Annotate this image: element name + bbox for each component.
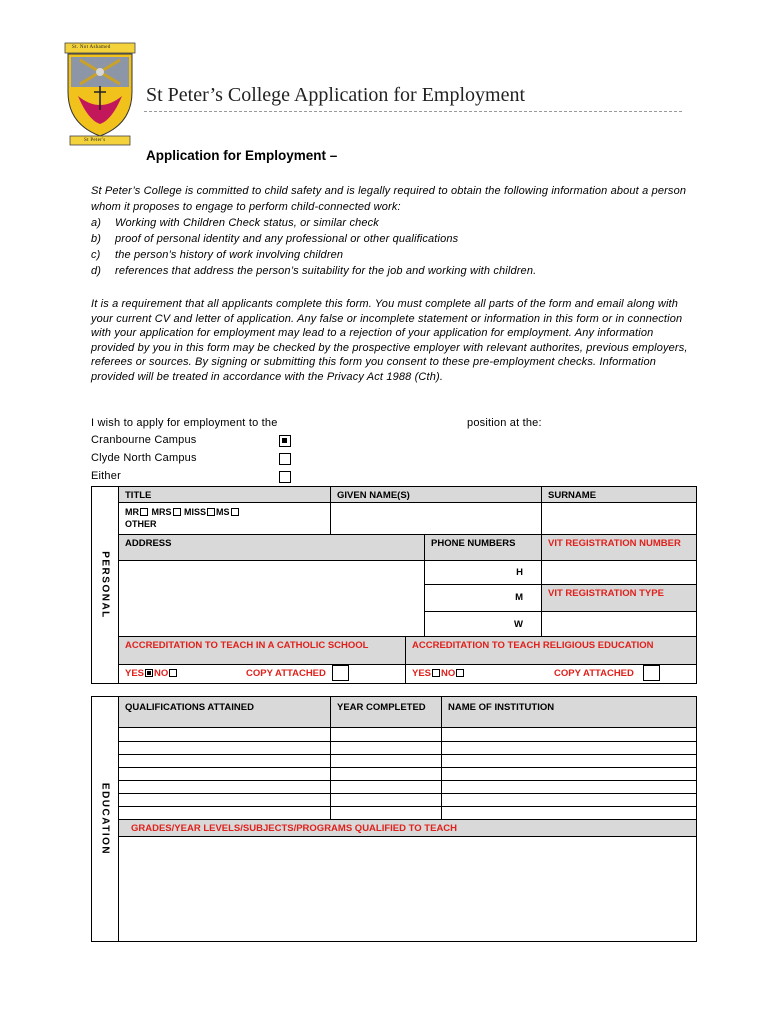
- table-row[interactable]: [119, 793, 696, 794]
- personal-section: [91, 486, 697, 684]
- list-item: d) references that address the person’s suitability for the job and working with children.: [91, 265, 537, 277]
- crest-scroll: St Peter's: [84, 138, 106, 143]
- list-item: a) Working with Children Check status, or similar check: [91, 217, 379, 229]
- religious-yes-no: YES NO: [405, 665, 696, 683]
- title-options: MR MRS MISS MS OTHER: [119, 503, 330, 535]
- grades-field[interactable]: [119, 837, 696, 941]
- page-subtitle: Application for Employment –: [146, 148, 338, 163]
- qualifications-header: QUALIFICATIONS ATTAINED: [119, 697, 330, 728]
- list-item: b) proof of personal identity and any professional or other qualifications: [91, 233, 459, 245]
- campus-checkbox-cranbourne[interactable]: [279, 435, 291, 447]
- title-ms-checkbox[interactable]: [231, 508, 239, 516]
- education-section: [91, 696, 697, 942]
- religious-no-checkbox[interactable]: [456, 669, 464, 677]
- personal-side-label: PERSONAL: [99, 551, 111, 619]
- crest-shield-icon: [62, 40, 138, 148]
- personal-side-tab: [92, 487, 119, 683]
- vit-type-header: VIT REGISTRATION TYPE: [541, 585, 696, 612]
- surname-field[interactable]: [541, 503, 696, 535]
- surname-header: SURNAME: [541, 487, 696, 503]
- accreditation-catholic-header: ACCREDITATION TO TEACH IN A CATHOLIC SCHOOL: [119, 637, 405, 665]
- catholic-no-checkbox[interactable]: [169, 669, 177, 677]
- phone-header: PHONE NUMBERS: [424, 535, 541, 561]
- campus-label-either: Either: [91, 470, 121, 482]
- position-label: position at the:: [467, 417, 542, 429]
- phone-mobile-field[interactable]: M: [424, 585, 541, 612]
- phone-home-field[interactable]: H: [424, 561, 541, 585]
- education-side-tab: [92, 697, 119, 941]
- campus-label-clyde-north: Clyde North Campus: [91, 452, 197, 464]
- accreditation-religious-header: ACCREDITATION TO TEACH RELIGIOUS EDUCATION: [405, 637, 696, 665]
- college-crest: [62, 40, 138, 148]
- title-divider: [144, 111, 682, 112]
- requirements-list: [91, 215, 691, 279]
- campus-label-cranbourne: Cranbourne Campus: [91, 434, 197, 446]
- title-mrs-checkbox[interactable]: [173, 508, 181, 516]
- campus-checkbox-clyde-north[interactable]: [279, 453, 291, 465]
- phone-work-field[interactable]: W: [424, 612, 541, 637]
- vit-number-header: VIT REGISTRATION NUMBER: [541, 535, 696, 561]
- document-title: St Peter’s College Application for Employment: [146, 84, 526, 106]
- table-row[interactable]: [119, 754, 696, 755]
- institution-header: NAME OF INSTITUTION: [441, 697, 696, 728]
- given-name-header: GIVEN NAME(S): [330, 487, 541, 503]
- apply-prompt: I wish to apply for employment to the: [91, 417, 278, 429]
- year-completed-header: YEAR COMPLETED: [330, 697, 441, 728]
- catholic-copy-attached-checkbox[interactable]: [332, 665, 349, 681]
- vit-number-field[interactable]: [541, 561, 696, 585]
- catholic-yes-no: YES NO: [119, 665, 405, 683]
- table-row[interactable]: [119, 767, 696, 768]
- list-item: c) the person’s history of work involving children: [91, 249, 344, 261]
- title-miss-checkbox[interactable]: [207, 508, 215, 516]
- religious-copy-attached-label: COPY ATTACHED: [554, 668, 634, 679]
- crest-motto: St. Not Ashamed: [72, 45, 111, 50]
- vit-type-field[interactable]: [541, 612, 696, 637]
- table-row[interactable]: [119, 741, 696, 742]
- address-field[interactable]: [119, 561, 424, 637]
- campus-checkbox-either[interactable]: [279, 471, 291, 483]
- title-mr-checkbox[interactable]: [140, 508, 148, 516]
- title-header: TITLE: [119, 487, 330, 503]
- religious-yes-checkbox[interactable]: [432, 669, 440, 677]
- grades-header: GRADES/YEAR LEVELS/SUBJECTS/PROGRAMS QUALIFIED TO TEACH: [119, 820, 696, 837]
- catholic-yes-checkbox[interactable]: [145, 669, 153, 677]
- given-name-field[interactable]: [330, 503, 541, 535]
- religious-copy-attached-checkbox[interactable]: [643, 665, 660, 681]
- table-row[interactable]: [119, 806, 696, 807]
- address-header: ADDRESS: [119, 535, 424, 561]
- intro-paragraph: St Peter’s College is committed to child safety and is legally required to obtain the following information about a person whom it proposes to engage to perform child-connected work:: [91, 185, 687, 213]
- requirement-paragraph: It is a requirement that all applicants complete this form. You must complete all parts of the form and email along with your current CV and letter of application. Any false or incomplete statement or information in this form or in connection with your application for employment may lead to a rejection of your application for employment. Any information provided by you in this form may be checked by the prospective employer with relevant authorites, previous employers, referees or sources. By signing or submitting this form you consent to these pre-employment checks. Information provided will be treated in accordance with the Privacy Act 1988 (Cth).: [91, 298, 688, 383]
- education-side-label: EDUCATION: [99, 782, 111, 856]
- table-row[interactable]: [119, 780, 696, 781]
- catholic-copy-attached-label: COPY ATTACHED: [246, 668, 326, 679]
